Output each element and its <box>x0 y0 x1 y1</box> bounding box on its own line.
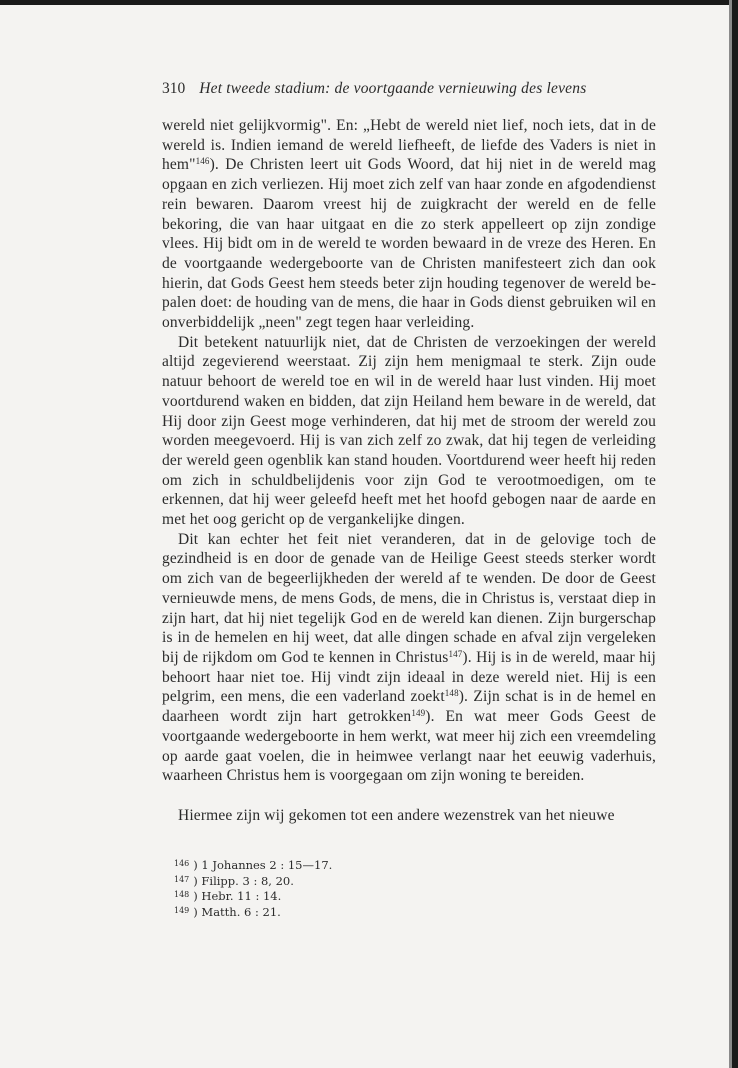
footnote-number: 146 <box>174 859 190 868</box>
paragraph-1 <box>162 116 656 333</box>
paragraph-text: ). En wat meer Gods Geest de voortgaande wedergeboorte in hem werkt, wat meer hij zich een vreemdeling op aarde gaat voelen, die in heimwee verlangt naar het eeuwig vaderhuis, waarheen Christus hem is voorgegaan om zijn woning te bereiden. <box>162 708 656 785</box>
footnote-text: ) 1 Johannes 2 : 15—17. <box>193 858 333 872</box>
footnote-text: ) Filipp. 3 : 8, 20. <box>193 873 294 888</box>
page-number: 310 <box>162 80 186 97</box>
footnote-ref-148: 148 <box>444 688 459 699</box>
footnote-ref-149: 149 <box>411 708 426 719</box>
scan-right-edge <box>732 0 738 1068</box>
footnote-number: 148 <box>174 890 190 899</box>
footnote-146 <box>174 857 474 873</box>
footnote-147 <box>174 873 474 889</box>
footnote-ref-146: 146 <box>195 156 210 167</box>
paragraph-text: wereld niet gelijkvormig". En: „Hebt de wereld niet lief, noch iets, dat in de wereld is. Indien iemand de wereld liefheeft, de liefde des Vaders is niet in hem" <box>162 117 656 174</box>
paragraph-text: Dit kan echter het feit niet veranderen, dat in de gelovige toch de gezindheid is en door de genade van de Heilige Geest steeds sterker wordt om zich van de begeerlijkheden der wereld af te wenden. De door de Geest vernieuwde mens, de mens Gods, de mens, die in Christus is, verstaat diep in zijn hart, dat hij niet tegelijk God en de wereld kan dienen. Zijn burgerschap is in de hemelen en hij weet, dat alle dingen schade en afval zijn vergeleken bij de rijkdom om God te kennen in Christus <box>162 530 656 666</box>
footnote-text: ) Matth. 6 : 21. <box>193 904 281 919</box>
paragraph-text: ). Zijn schat is in de hemel en daarheen wordt zijn hart getrokken <box>162 688 656 726</box>
footnote-148 <box>174 888 474 904</box>
paragraph-text: ). De Christen leert uit Gods Woord, dat hij niet in de wereld mag opgaan en zich verliezen. Hij moet zich zelf van haar zonde en afgodendienst rein bewaren. Daarom vreest hij de zuigkracht der wereld en de felle bekoring, die van haar uitgaat en die zo sterk appelleert op zijn zondige vlees. Hij bidt om in de wereld te worden bewaard in de vreze des Heren. En de voortgaande wedergeboorte van de Christen manifesteert zich dan ook hierin, dat Gods Geest hem steeds beter zijn houding tegenover de wereld bepalen doet: de houding van de mens, die haar in Gods dienst gebruiken wil en onverbiddelijk „neen" zegt tegen haar verleiding. <box>162 156 656 332</box>
paragraph-3 <box>162 530 656 786</box>
footnote-149 <box>174 904 474 920</box>
body-text <box>162 116 656 826</box>
footnote-number: 149 <box>174 905 190 915</box>
paragraph-text: Dit betekent natuurlijk niet, dat de Christen de verzoekingen der wereld altijd zegevierend weerstaat. Zij zijn hem menigmaal te sterk. Zijn oude natuur behoort de wereld toe en wil in de wereld haar lust vinden. Hij moet voortdurend waken en bidden, dat zijn Heiland hem beware in de wereld, dat Hij door zijn Geest moge verhinderen, dat hij met de stroom der wereld zou worden meegevoerd. Hij is van zich zelf zo zwak, dat hij tegen de verleiding der wereld geen ogenblik kan stand houden. Voortdurend weer heeft hij reden om zich in schuldbelijdenis voor zijn God te verootmoedigen, om te erkennen, dat hij weer geleefd heeft met het hoofd gebogen naar de aarde en met het oog gericht op de vergankelijke dingen. <box>162 333 656 529</box>
footnotes <box>174 857 474 919</box>
running-header <box>162 79 656 99</box>
running-title: Het tweede stadium: de voortgaande vernieuwing des levens <box>199 80 587 97</box>
paragraph-text: Hiermee zijn wij gekomen tot een andere wezenstrek van het nieuwe <box>178 806 615 824</box>
paragraph-text: ). Hij is in de wereld, maar hij behoort haar niet toe. Hij vindt zijn ideaal in deze wereld niet. Hij is een pelgrim, een mens, die een vaderland zoekt <box>162 648 656 706</box>
footnote-number: 147 <box>174 874 190 884</box>
footnote-text: ) Hebr. 11 : 14. <box>193 889 282 903</box>
footnote-ref-147: 147 <box>448 648 463 659</box>
paragraph-2 <box>162 333 656 530</box>
paragraph-4 <box>162 806 656 826</box>
